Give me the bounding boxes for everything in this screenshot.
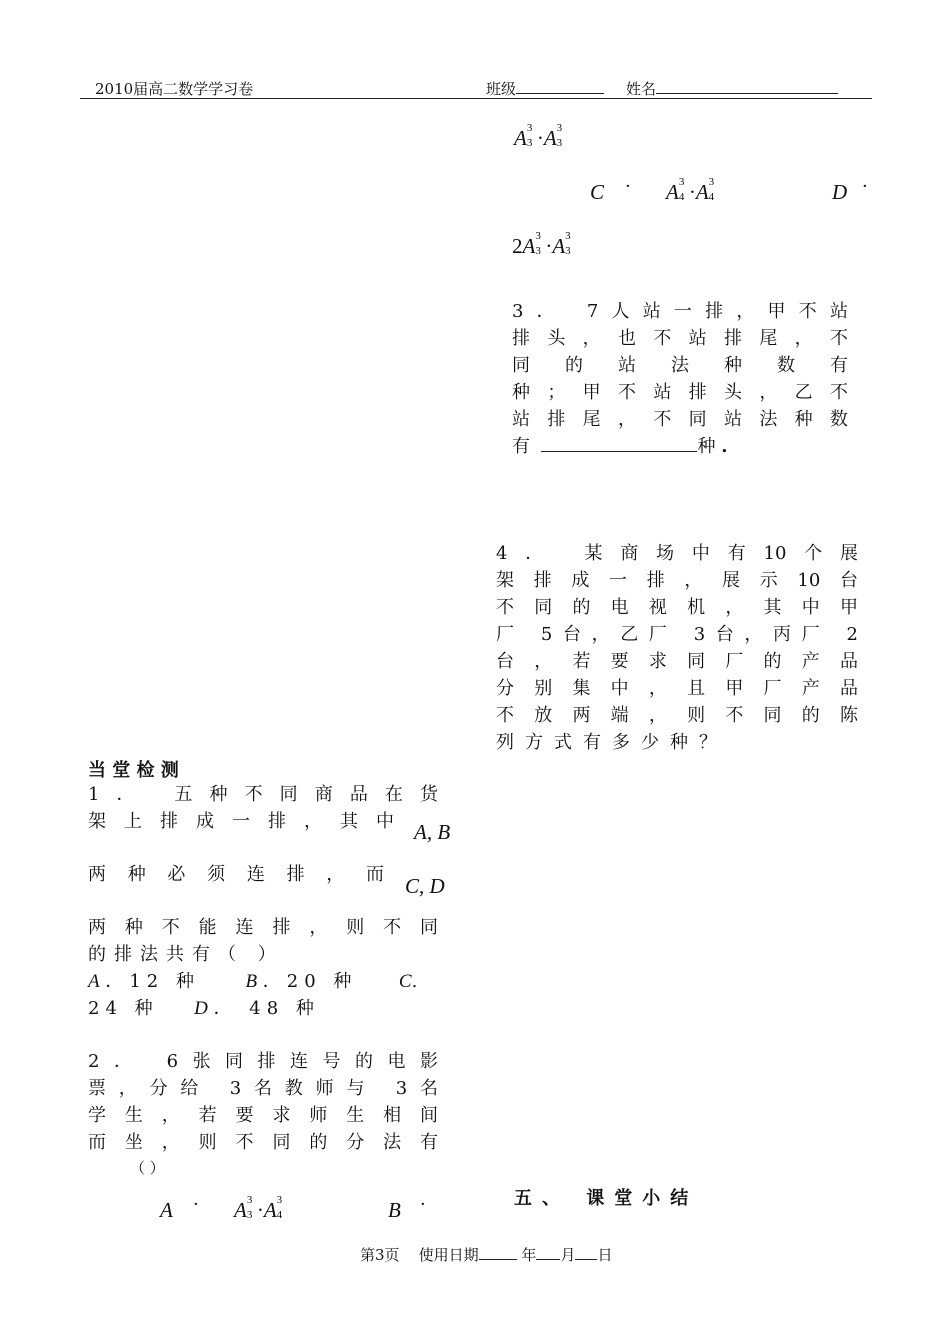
q3-line-6: 有 种 .	[512, 436, 728, 457]
footer-day: 日	[597, 1246, 613, 1264]
name-blank	[656, 79, 838, 94]
q4-line-5: 台，若要求同厂的产品	[496, 651, 858, 672]
q1-line-3: 两 种 必 须 连 排 ， 而	[88, 864, 384, 885]
q4-line-6: 分别集中，且甲厂产品	[496, 678, 858, 699]
footer-page: 第3页	[360, 1246, 400, 1264]
name-label: 姓名	[626, 80, 657, 98]
q3-answer-blank	[541, 437, 697, 452]
q3-last-suffix: 种	[697, 436, 716, 457]
option-d-expr: 2A 3 3 ·A 3 3	[512, 230, 571, 258]
q3-last-prefix: 有	[512, 436, 530, 457]
footer-month: 月	[560, 1246, 576, 1264]
question-2	[88, 1048, 438, 1156]
q4-line-3: 不同的电视机，其中甲	[496, 597, 858, 618]
q1-opt-c-text: .	[411, 971, 418, 992]
q2-line-3: 学生，若要求师生相间	[88, 1105, 438, 1126]
q1-line-4: 两种不能连排，则不同	[88, 917, 438, 938]
footer-month-blank	[536, 1245, 560, 1260]
q1-opt-c-letter: C	[398, 971, 412, 992]
footer	[360, 1244, 612, 1265]
q2-paren: （ ）	[130, 1159, 165, 1177]
q2-opt-b-dot: ·	[420, 1194, 426, 1215]
q1-opt-a-text: ．12 种	[105, 971, 200, 992]
q3-line-2: 排头，也不站排尾，不	[512, 328, 848, 349]
q2-line-2: 票，分给 3名教师与 3名	[88, 1078, 438, 1099]
q4-line-1: 4． 某商场中有10个展	[496, 543, 858, 564]
q2-opt-a-dot: ·	[193, 1194, 199, 1215]
q2-opt-a-expr: A 3 3 ·A 3 4	[234, 1194, 283, 1222]
class-field	[486, 78, 604, 99]
q3-line-1: 3． 7人站一排，甲不站	[512, 301, 848, 322]
q1-options	[88, 968, 468, 995]
option-d-dot: ·	[862, 176, 868, 197]
question-3	[512, 298, 848, 460]
footer-year-blank	[479, 1245, 517, 1260]
q1-line-1: 1． 五种不同商品在货	[88, 784, 438, 805]
option-c-dot: ·	[625, 176, 631, 197]
q1-opt-a-letter: A	[88, 971, 100, 992]
header-title: 2010届高二数学学习卷	[95, 80, 254, 98]
q1-opt-d-text: ． 48 种	[213, 998, 320, 1019]
q4-line-7: 不放两端，则不同的陈	[496, 705, 858, 726]
q1-opt-b-letter: B	[245, 971, 258, 992]
footer-day-blank	[575, 1245, 597, 1260]
q3-line-3: 同 的 站 法 种 数 有	[512, 355, 848, 376]
footer-date-label: 使用日期	[418, 1246, 479, 1264]
name-field	[626, 78, 838, 99]
header-rule	[80, 98, 872, 99]
q1-cd: C, D	[405, 874, 445, 898]
q2-line-4: 而坐，则不同的分法有	[88, 1132, 438, 1153]
footer-year: 年	[521, 1246, 537, 1264]
q1-options-row2	[88, 995, 320, 1022]
q1-ab: A, B	[414, 820, 451, 844]
q1-opt-c-value: 24 种	[88, 998, 159, 1019]
q4-line-8: 列方式有多少种？	[496, 732, 728, 753]
option-c-letter: C	[590, 180, 605, 204]
q4-line-4: 厂 5台，乙厂 3台，丙厂 2	[496, 624, 858, 645]
class-blank	[516, 79, 604, 94]
q2-opt-a-letter: A	[160, 1198, 173, 1222]
q1-opt-d-letter: D	[194, 998, 208, 1019]
q2-opt-b-letter: B	[388, 1198, 401, 1222]
q1-line-2: 架上排成一排，其中	[88, 811, 394, 832]
expr-prev-b: A 3 3 ·A 3 3	[514, 122, 563, 150]
question-4	[496, 540, 858, 756]
section-summary-heading: 五、 课堂小结	[514, 1188, 699, 1209]
q4-line-2: 架排成一排，展示10台	[496, 570, 858, 591]
q1-opt-b-text: ．20 种	[262, 971, 358, 992]
class-label: 班级	[486, 80, 517, 98]
option-d-letter: D	[832, 180, 848, 204]
q1-line-5: 的排法共有（ ）	[88, 944, 284, 965]
q3-line-4: 种；甲不站排头，乙不	[512, 382, 848, 403]
section-check-heading: 当 堂 检 测	[88, 760, 179, 781]
q3-line-5: 站排尾，不同站法种数	[512, 409, 848, 430]
q2-line-1: 2． 6张同排连号的电影	[88, 1051, 438, 1072]
option-c-expr: A 3 4 ·A 3 4	[666, 176, 715, 204]
